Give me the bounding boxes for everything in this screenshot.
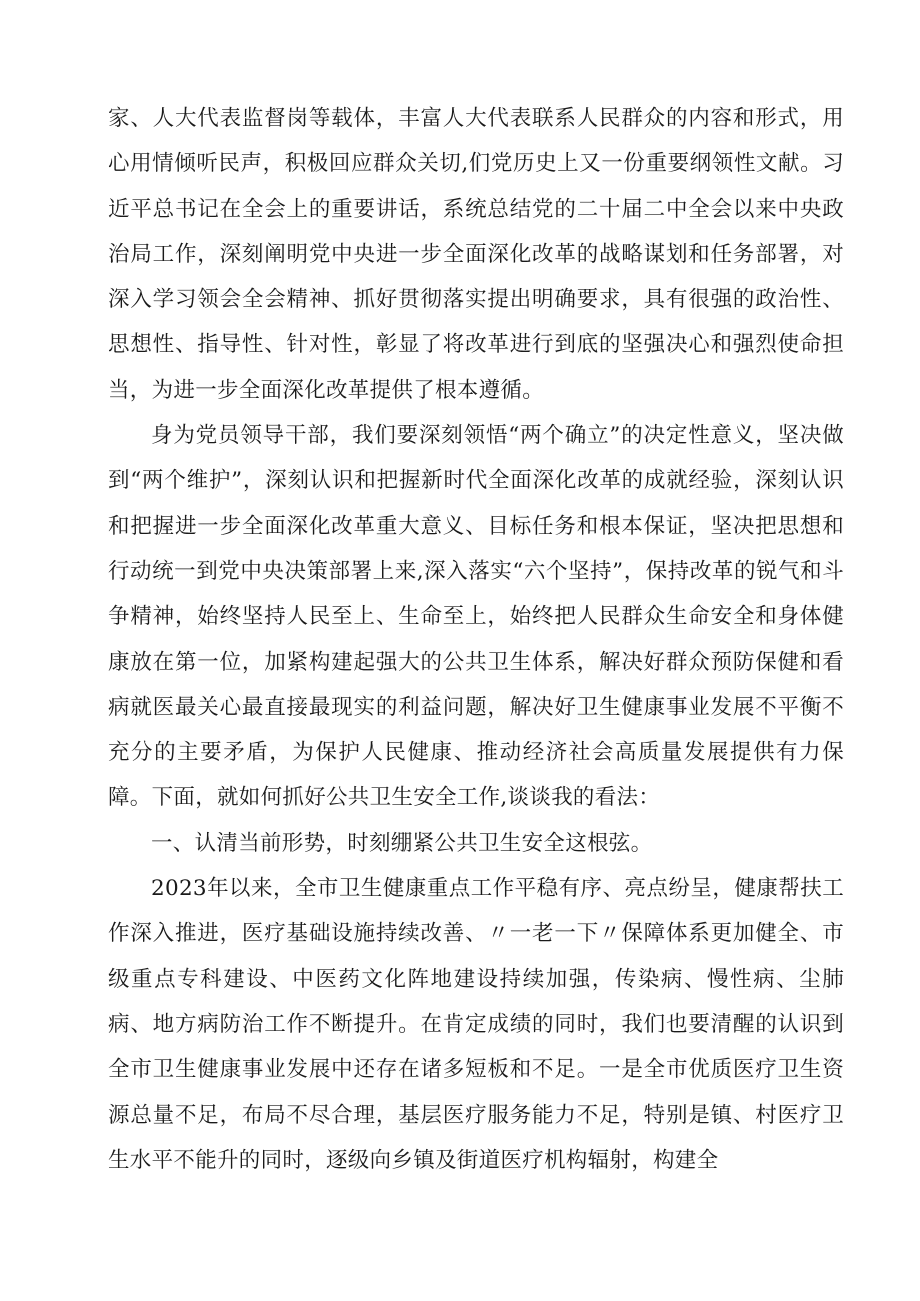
document-page [108, 96, 844, 1183]
paragraph-2: 身为党员领导干部，我们要深刻领悟“两个确立”的决定性意义，坚决做到“两个维护”，深刻认识和把握新时代全面深化改革的成就经验，深刻认识和把握进一步全面深化改革重大意义、目标任务和根本保证，坚决把思想和行动统一到党中央决策部署上来,深入落实“六个坚持”，保持改革的锐气和斗争精神，始终坚持人民至上、生命至上，始终把人民群众生命安全和身体健康放在第一位，加紧构建起强大的公共卫生体系，解决好群众预防保健和看病就医最关心最直接最现实的利益问题，解决好卫生健康事业发展不平衡不充分的主要矛盾，为保护人民健康、推动经济社会高质量发展提供有力保障。下面，就如何抓好公共卫生安全工作,谈谈我的看法： [108, 423, 844, 811]
paragraph-1: 家、人大代表监督岗等载体，丰富人大代表联系人民群众的内容和形式，用心用情倾听民声，积极回应群众关切,们党历史上又一份重要纲领性文献。习近平总书记在全会上的重要讲话，系统总结党的二十届二中全会以来中央政治局工作，深刻阐明党中央进一步全面深化改革的战略谋划和任务部署，对深入学习领会全会精神、抓好贯彻落实提出明确要求，具有很强的政治性、思想性、指导性、针对性，彰显了将改革进行到底的坚强决心和强烈使命担当，为进一步全面深化改革提供了根本遵循。 [108, 106, 844, 403]
section-heading: 一、认清当前形势，时刻绷紧公共卫生安全这根弦。 [151, 830, 653, 856]
paragraph-3: 2023年以来，全市卫生健康重点工作平稳有序、亮点纷呈，健康帮扶工作深入推进，医疗基础设施持续改善、〃一老一下〃保障体系更加健全、市级重点专科建设、中医药文化阵地建设持续加强，传染病、慢性病、尘肺病、地方病防治工作不断提升。在肯定成绩的同时，我们也要清醒的认识到全市卫生健康事业发展中还存在诸多短板和不足。一是全市优质医疗卫生资源总量不足，布局不尽合理，基层医疗服务能力不足，特别是镇、村医疗卫生水平不能升的同时，逐级向乡镇及街道医疗机构辐射，构建全 [108, 876, 844, 1173]
